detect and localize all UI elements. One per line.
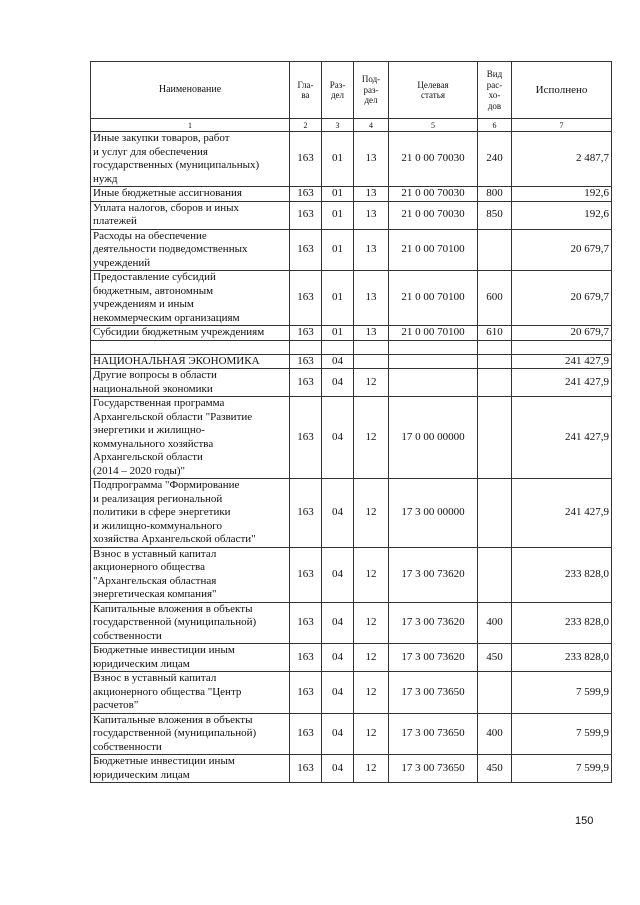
row-statya-cell [389,369,478,397]
row-vid-cell: 400 [478,602,512,644]
table-row [91,340,612,354]
row-statya-cell: 21 0 00 70100 [389,271,478,326]
row-vid-cell [478,672,512,714]
header-name: Наименование [91,62,290,119]
row-vid-cell [478,340,512,354]
row-podrazdel-cell: 12 [354,547,389,602]
row-razdel-cell: 04 [322,354,354,369]
table-body [91,132,612,783]
row-amount-cell: 192,6 [512,201,612,229]
row-statya-cell: 21 0 00 70030 [389,187,478,202]
table-row [91,201,612,229]
column-number: 4 [354,119,389,132]
row-name-cell: Капитальные вложения в объекты государственной (муниципальной) собственности [91,602,290,644]
column-number: 7 [512,119,612,132]
budget-table [90,61,612,783]
row-amount-cell: 241 427,9 [512,369,612,397]
row-vid-cell [478,479,512,548]
row-razdel-cell: 04 [322,397,354,479]
row-podrazdel-cell: 13 [354,271,389,326]
row-name-cell: Предоставление субсидий бюджетным, автономным учреждениям и иным некоммерческим организациям [91,271,290,326]
row-statya-cell: 17 3 00 73650 [389,755,478,783]
row-name-cell: Расходы на обеспечение деятельности подведомственных учреждений [91,229,290,271]
row-name-cell: Иные закупки товаров, работ и услуг для обеспечения государственных (муниципальных) нужд [91,132,290,187]
row-amount-cell: 233 828,0 [512,547,612,602]
table-row [91,644,612,672]
row-podrazdel-cell: 13 [354,326,389,341]
header-podrazdel: Под- раз- дел [354,62,389,119]
row-vid-cell: 400 [478,713,512,755]
row-razdel-cell [322,340,354,354]
row-razdel-cell: 04 [322,672,354,714]
row-razdel-cell: 04 [322,547,354,602]
row-razdel-cell: 01 [322,201,354,229]
row-glava-cell: 163 [290,602,322,644]
column-number: 2 [290,119,322,132]
table-row [91,132,612,187]
row-vid-cell: 800 [478,187,512,202]
row-razdel-cell: 04 [322,479,354,548]
row-statya-cell: 17 3 00 73620 [389,644,478,672]
column-number: 5 [389,119,478,132]
header-vid: Вид рас- хо- дов [478,62,512,119]
row-name-cell: Уплата налогов, сборов и иных платежей [91,201,290,229]
row-podrazdel-cell: 12 [354,644,389,672]
row-vid-cell: 850 [478,201,512,229]
row-amount-cell: 241 427,9 [512,479,612,548]
row-amount-cell: 233 828,0 [512,644,612,672]
row-amount-cell: 241 427,9 [512,397,612,479]
row-vid-cell [478,369,512,397]
row-razdel-cell: 01 [322,132,354,187]
row-glava-cell: 163 [290,132,322,187]
row-podrazdel-cell: 12 [354,602,389,644]
row-glava-cell: 163 [290,369,322,397]
row-razdel-cell: 01 [322,271,354,326]
row-statya-cell: 17 3 00 73620 [389,602,478,644]
row-podrazdel-cell: 13 [354,187,389,202]
row-glava-cell: 163 [290,187,322,202]
row-razdel-cell: 04 [322,644,354,672]
row-name-cell: Государственная программа Архангельской области "Развитие энергетики и жилищно- коммунального хозяйства Архангельской области (2014 – 2020 годы)" [91,397,290,479]
table-row [91,354,612,369]
row-podrazdel-cell: 13 [354,229,389,271]
row-statya-cell: 17 3 00 73650 [389,713,478,755]
header-executed: Исполнено [512,62,612,119]
row-glava-cell [290,340,322,354]
row-podrazdel-cell: 12 [354,755,389,783]
row-razdel-cell: 04 [322,713,354,755]
row-statya-cell: 17 3 00 00000 [389,479,478,548]
row-name-cell: Субсидии бюджетным учреждениям [91,326,290,341]
row-vid-cell: 610 [478,326,512,341]
row-podrazdel-cell: 13 [354,132,389,187]
row-amount-cell: 7 599,9 [512,755,612,783]
header-razdel: Раз- дел [322,62,354,119]
column-number: 3 [322,119,354,132]
table-row [91,713,612,755]
row-razdel-cell: 04 [322,369,354,397]
row-name-cell: Другие вопросы в области национальной экономики [91,369,290,397]
row-vid-cell: 240 [478,132,512,187]
row-amount-cell: 20 679,7 [512,271,612,326]
row-statya-cell: 21 0 00 70030 [389,132,478,187]
row-amount-cell: 241 427,9 [512,354,612,369]
header-glava: Гла- ва [290,62,322,119]
row-name-cell: Иные бюджетные ассигнования [91,187,290,202]
row-statya-cell: 17 0 00 00000 [389,397,478,479]
row-glava-cell: 163 [290,326,322,341]
row-name-cell: Бюджетные инвестиции иным юридическим лицам [91,755,290,783]
table-row [91,397,612,479]
row-vid-cell: 450 [478,644,512,672]
page-number: 150 [575,815,594,827]
row-amount-cell: 233 828,0 [512,602,612,644]
row-glava-cell: 163 [290,397,322,479]
table-header-row [91,62,612,119]
row-glava-cell: 163 [290,644,322,672]
row-podrazdel-cell: 12 [354,479,389,548]
row-statya-cell: 21 0 00 70100 [389,229,478,271]
row-amount-cell: 7 599,9 [512,672,612,714]
row-amount-cell [512,340,612,354]
row-statya-cell [389,354,478,369]
row-razdel-cell: 04 [322,602,354,644]
row-amount-cell: 7 599,9 [512,713,612,755]
row-glava-cell: 163 [290,229,322,271]
header-statya: Целевая статья [389,62,478,119]
row-name-cell: Взнос в уставный капитал акционерного общества "Центр расчетов" [91,672,290,714]
row-glava-cell: 163 [290,271,322,326]
row-podrazdel-cell: 12 [354,369,389,397]
row-glava-cell: 163 [290,201,322,229]
row-podrazdel-cell: 12 [354,672,389,714]
table-row [91,326,612,341]
row-glava-cell: 163 [290,354,322,369]
row-vid-cell: 600 [478,271,512,326]
row-statya-cell: 17 3 00 73620 [389,547,478,602]
row-vid-cell [478,354,512,369]
row-name-cell [91,340,290,354]
row-podrazdel-cell [354,340,389,354]
row-name-cell: Подпрограмма "Формирование и реализация региональной политики в сфере энергетики и жилищно-коммунального хозяйства Архангельской области" [91,479,290,548]
row-razdel-cell: 01 [322,229,354,271]
row-name-cell: Бюджетные инвестиции иным юридическим лицам [91,644,290,672]
row-podrazdel-cell: 13 [354,201,389,229]
table-row [91,755,612,783]
row-podrazdel-cell: 12 [354,713,389,755]
row-statya-cell: 17 3 00 73650 [389,672,478,714]
row-vid-cell [478,397,512,479]
row-razdel-cell: 04 [322,755,354,783]
row-statya-cell [389,340,478,354]
table-row [91,187,612,202]
column-number: 1 [91,119,290,132]
row-name-cell: НАЦИОНАЛЬНАЯ ЭКОНОМИКА [91,354,290,369]
table-row [91,229,612,271]
table-row [91,369,612,397]
row-glava-cell: 163 [290,755,322,783]
column-number: 6 [478,119,512,132]
row-podrazdel-cell [354,354,389,369]
row-statya-cell: 21 0 00 70100 [389,326,478,341]
row-razdel-cell: 01 [322,187,354,202]
row-podrazdel-cell: 12 [354,397,389,479]
table-row [91,271,612,326]
row-amount-cell: 20 679,7 [512,326,612,341]
row-glava-cell: 163 [290,672,322,714]
table-row [91,547,612,602]
column-number-row [91,119,612,132]
row-vid-cell: 450 [478,755,512,783]
row-vid-cell [478,229,512,271]
row-vid-cell [478,547,512,602]
table-row [91,479,612,548]
row-name-cell: Взнос в уставный капитал акционерного общества "Архангельская областная энергетическая компания" [91,547,290,602]
row-amount-cell: 20 679,7 [512,229,612,271]
row-razdel-cell: 01 [322,326,354,341]
row-amount-cell: 192,6 [512,187,612,202]
row-glava-cell: 163 [290,547,322,602]
row-amount-cell: 2 487,7 [512,132,612,187]
row-glava-cell: 163 [290,479,322,548]
row-name-cell: Капитальные вложения в объекты государственной (муниципальной) собственности [91,713,290,755]
table-row [91,672,612,714]
row-statya-cell: 21 0 00 70030 [389,201,478,229]
table-row [91,602,612,644]
row-glava-cell: 163 [290,713,322,755]
